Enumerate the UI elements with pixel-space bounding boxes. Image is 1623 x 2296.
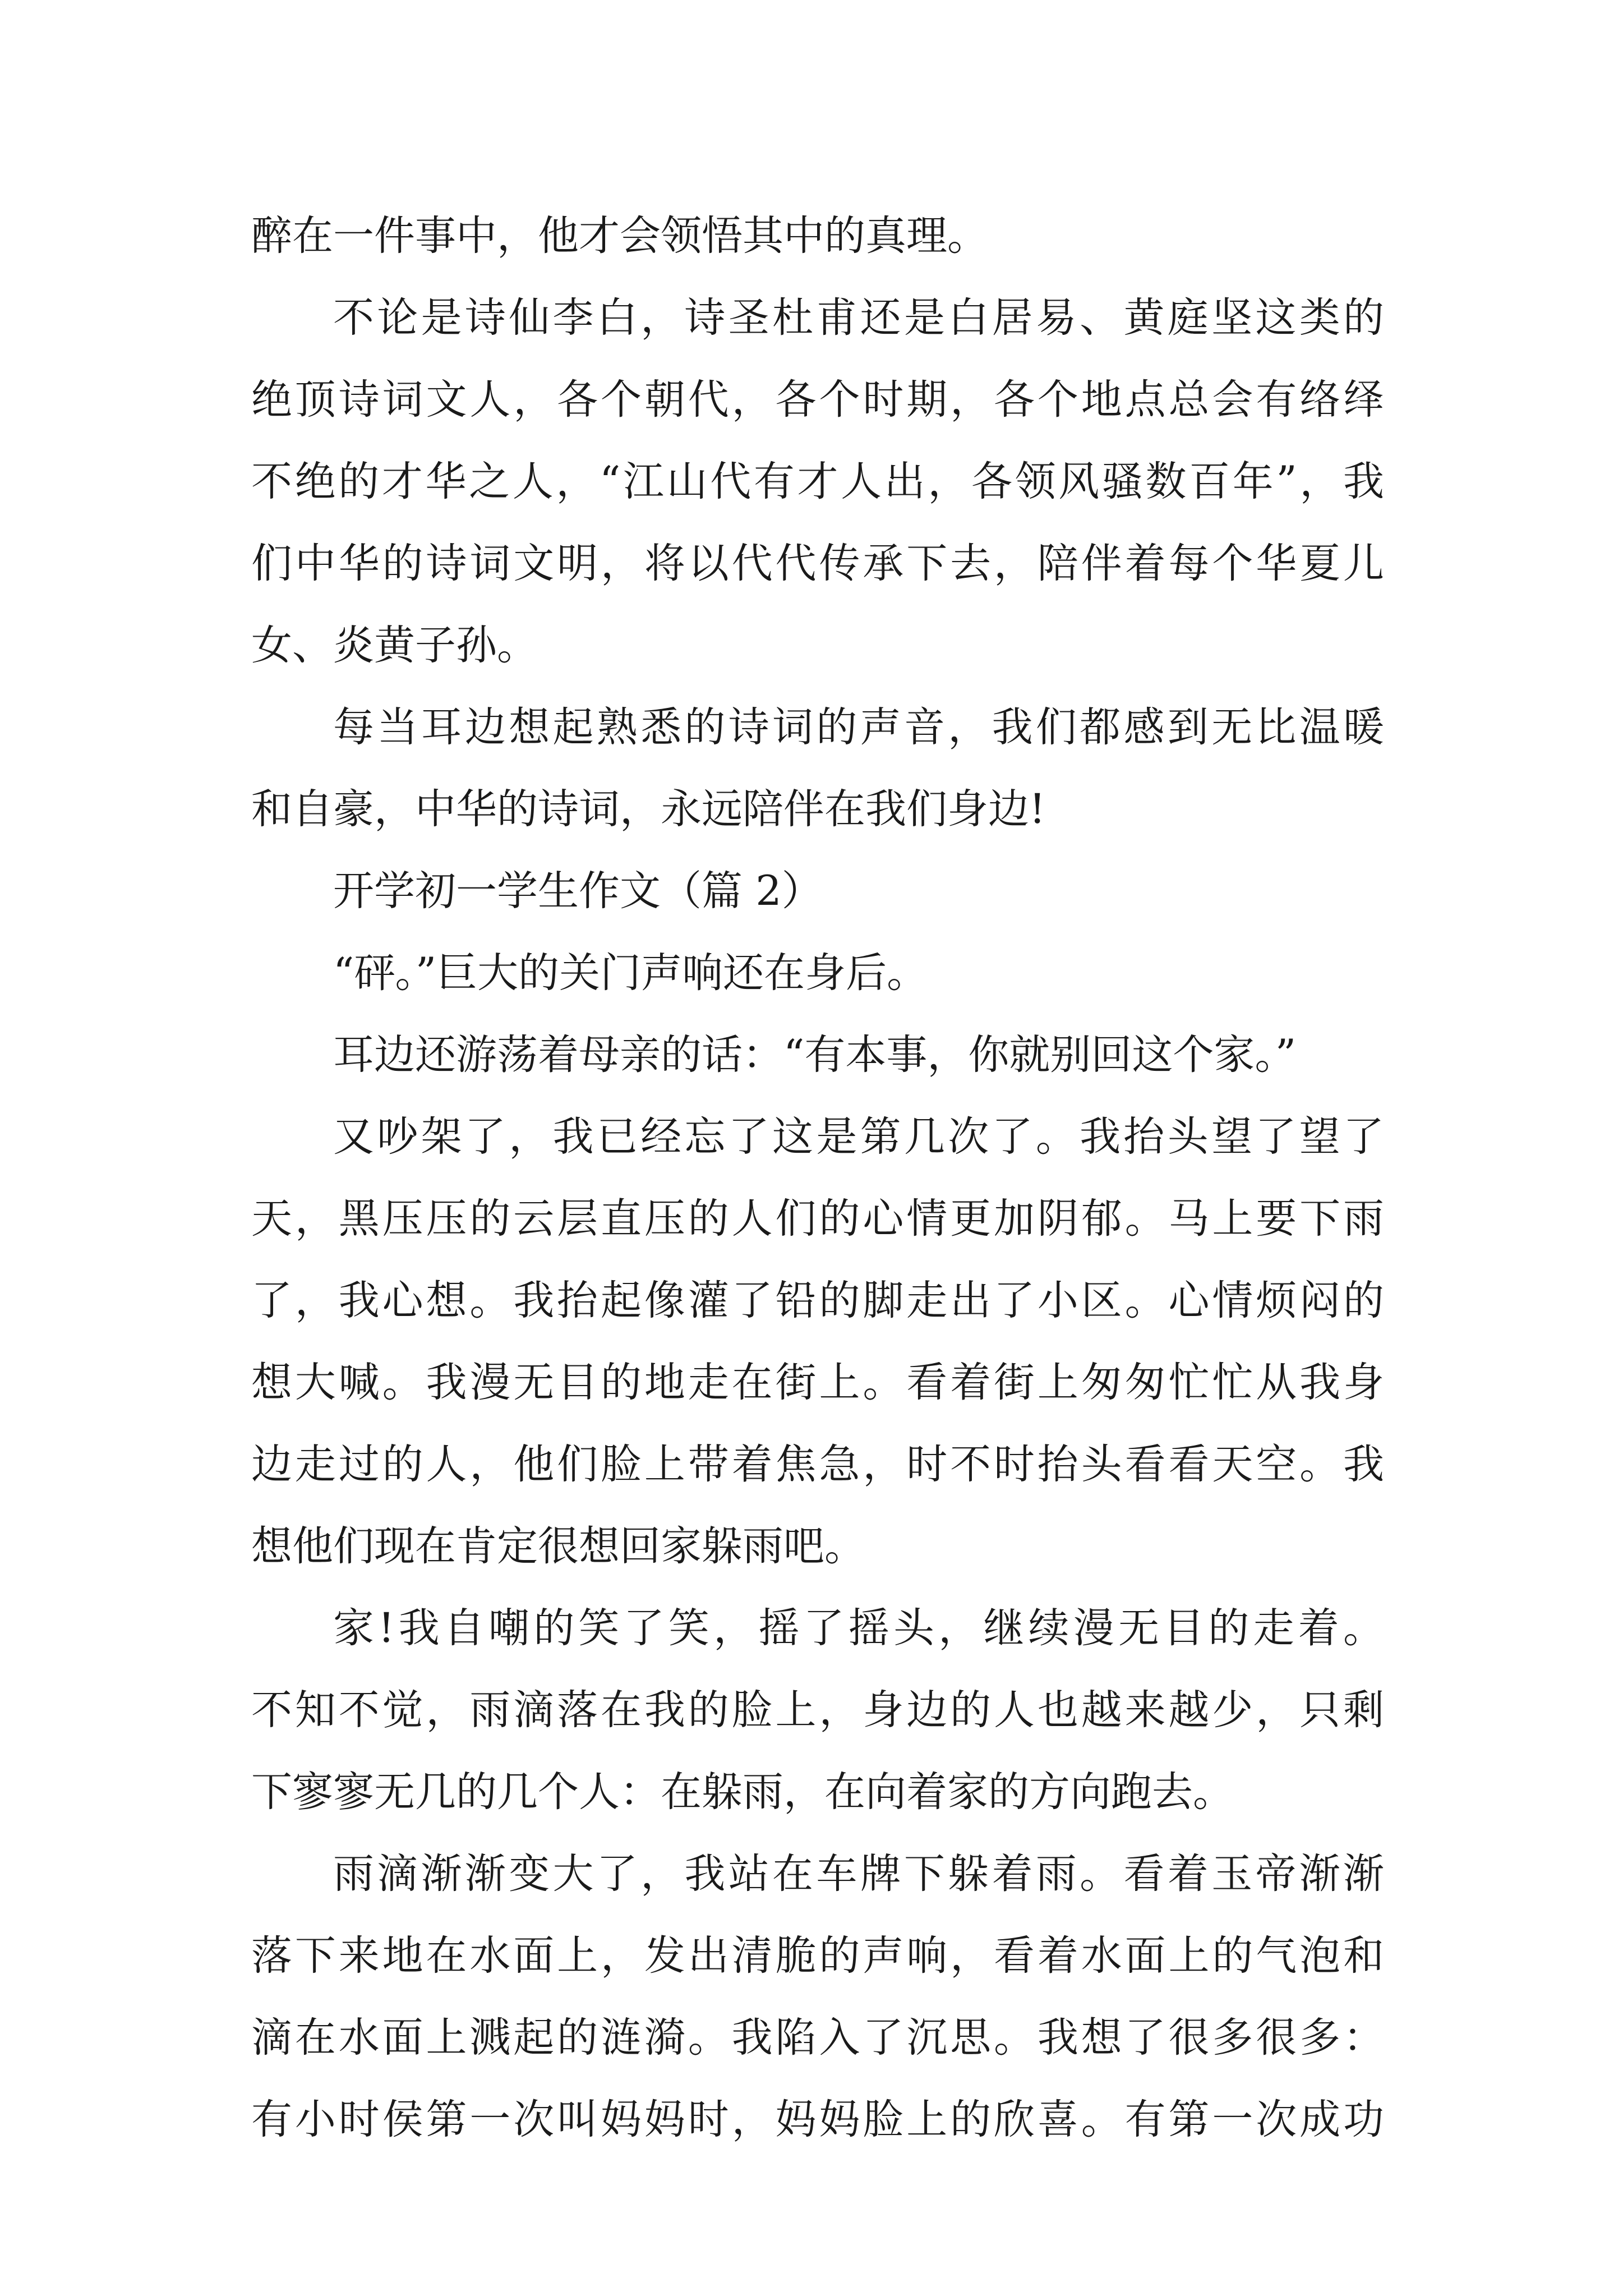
text-line: 不绝的才华之人，“江山代有才人出，各领风骚数百年”，我 [251,458,1384,505]
text-line: 想大喊。我漫无目的地走在街上。看着街上匆匆忙忙从我身 [251,1359,1384,1406]
text-line: 女、炎黄子孙。 [251,622,538,669]
text-line: 天，黑压压的云层直压的人们的心情更加阴郁。马上要下雨 [251,1195,1384,1243]
text-line: 不论是诗仙李白，诗圣杜甫还是白居易、黄庭坚这类的 [333,294,1384,342]
text-line: 每当耳边想起熟悉的诗词的声音，我们都感到无比温暖 [333,703,1384,751]
text-line: 和自豪，中华的诗词，永远陪伴在我们身边! [251,785,1046,833]
text-line: 们中华的诗词文明，将以代代传承下去，陪伴着每个华夏儿 [251,540,1384,587]
text-line: “砰。”巨大的关门声响还在身后。 [333,949,928,997]
text-line: 醉在一件事中，他才会领悟其中的真理。 [251,212,988,260]
text-line: 了，我心想。我抬起像灌了铅的脚走出了小区。心情烦闷的 [251,1277,1384,1324]
text-line: 耳边还游荡着母亲的话：“有本事，你就别回这个家。” [333,1031,1297,1079]
text-line: 家!我自嘲的笑了笑，摇了摇头，继续漫无目的走着。 [333,1604,1384,1652]
text-line: 不知不觉，雨滴落在我的脸上，身边的人也越来越少，只剩 [251,1686,1384,1734]
text-line: 边走过的人，他们脸上带着焦急，时不时抬头看看天空。我 [251,1441,1384,1488]
text-line: 有小时侯第一次叫妈妈时，妈妈脸上的欣喜。有第一次成功 [251,2096,1384,2143]
text-line: 又吵架了，我已经忘了这是第几次了。我抬头望了望了 [333,1113,1384,1161]
text-line: 开学初一学生作文（篇 2） [333,867,823,915]
text-line: 想他们现在肯定很想回家躲雨吧。 [251,1522,865,1570]
essay-body [251,195,1384,2161]
text-line: 滴在水面上溅起的涟漪。我陷入了沉思。我想了很多很多： [251,2014,1384,2062]
text-line: 绝顶诗词文人，各个朝代，各个时期，各个地点总会有络绎 [251,376,1384,424]
text-line: 雨滴渐渐变大了，我站在车牌下躲着雨。看着玉帝渐渐 [333,1850,1384,1898]
text-line: 落下来地在水面上，发出清脆的声响，看着水面上的气泡和 [251,1932,1384,1980]
text-line: 下寥寥无几的几个人：在躲雨，在向着家的方向跑去。 [251,1768,1234,1816]
